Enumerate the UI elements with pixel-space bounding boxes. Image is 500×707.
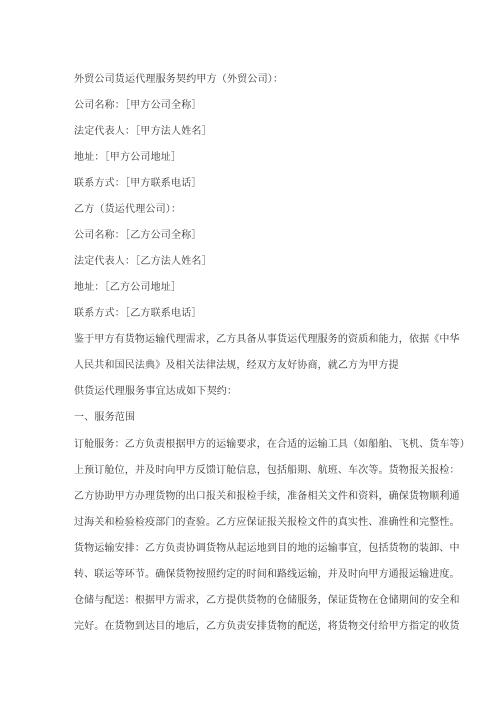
body-line: 仓储与配送：根据甲方需求，乙方提供货物的仓储服务，保证货物在仓储期间的安全和 [74, 595, 460, 606]
party-b-company-name: 公司名称：［乙方公司全称］ [74, 230, 202, 241]
body-line: 转、联运等环节。确保货物按照约定的时间和路线运输，并及时向甲方通报运输进度。 [74, 569, 460, 580]
party-b-contact: 联系方式：［乙方联系电话］ [74, 308, 202, 319]
party-b-legal-rep: 法定代表人：［乙方法人姓名］ [74, 256, 212, 267]
party-b-heading: 乙方（货运代理公司）： [74, 204, 182, 215]
body-line: 订舱服务：乙方负责根据甲方的运输要求，在合适的运输工具（如船舶、飞机、货车等） [74, 439, 470, 450]
party-a-legal-rep: 法定代表人：［甲方法人姓名］ [74, 126, 212, 137]
body-line: 过海关和检验检疫部门的查验。乙方应保证报关报检文件的真实性、准确性和完整性。 [74, 517, 460, 528]
section-1-heading: 一、服务范围 [74, 412, 136, 423]
party-a-company-name: 公司名称：［甲方公司全称］ [74, 100, 202, 111]
preamble-line: 人民共和国民法典》及相关法律法规，经双方友好协商，就乙方为甲方提 [74, 360, 399, 371]
section-1-body [74, 432, 470, 640]
party-a-contact: 联系方式：［甲方联系电话］ [74, 178, 202, 189]
body-line: 上预订舱位，并及时向甲方反馈订舱信息，包括船期、航班、车次等。货物报关报检： [74, 465, 460, 476]
body-line: 乙方协助甲方办理货物的出口报关和报检手续，准备相关文件和资料，确保货物顺利通 [74, 491, 460, 502]
preamble-line: 鉴于甲方有货物运输代理需求，乙方具备从事货运代理服务的资质和能力，依据《中华 [74, 334, 460, 345]
preamble-continuation: 供货运代理服务事宜达成如下契约： [74, 386, 238, 397]
body-line: 完好。在货物到达目的地后，乙方负责安排货物的配送，将货物交付给甲方指定的收货 [74, 621, 460, 632]
contract-title-line: 外贸公司货运代理服务契约甲方（外贸公司）： [74, 74, 284, 85]
body-line: 货物运输安排：乙方负责协调货物从起运地到目的地的运输事宜，包括货物的装卸、中 [74, 543, 460, 554]
party-a-address: 地址：［甲方公司地址］ [74, 152, 182, 163]
party-b-address: 地址：［乙方公司地址］ [74, 282, 182, 293]
preamble-paragraph [74, 327, 460, 379]
